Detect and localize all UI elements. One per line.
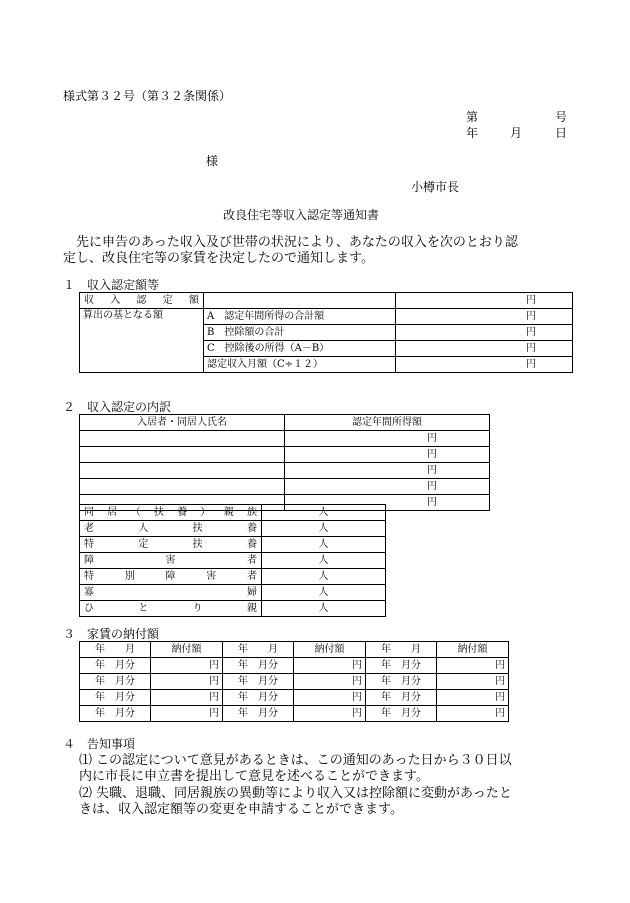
- ym-cell: 年 月分: [366, 706, 437, 722]
- income-blank: [204, 293, 396, 309]
- notice-1-line-1: この認定について意見があるときは、この通知のあった日から３０日以: [96, 753, 512, 768]
- basis-label: 算出の基となる額: [80, 309, 204, 373]
- table-row: [80, 601, 386, 617]
- yen-cell: 円: [437, 690, 509, 706]
- page-title: 改良住宅等収入認定等通知書: [223, 208, 380, 222]
- table-row: [80, 415, 490, 431]
- notice-2-line-1: 失職、退職、同居親族の異動等により収入又は控除額に変動があったと: [96, 786, 512, 801]
- notice-1-number: ⑴: [79, 753, 93, 768]
- item-a-yen: 円: [396, 309, 573, 325]
- item-b-yen: 円: [396, 325, 573, 341]
- item-c: C 控除後の所得（A－B）: [204, 341, 396, 357]
- table-row: [80, 479, 490, 495]
- yen-cell: 円: [151, 706, 223, 722]
- table-row: [80, 658, 509, 674]
- table-row: [80, 537, 386, 553]
- ym-cell: 年 月分: [366, 674, 437, 690]
- yen-cell: 円: [437, 706, 509, 722]
- notice-2-line-2: きは、収入認定額等の変更を申請することができます。: [79, 802, 403, 817]
- table-row: [80, 585, 386, 601]
- income-table: [79, 292, 573, 373]
- ym-cell: 年 月分: [223, 674, 294, 690]
- table-row: [80, 642, 509, 658]
- table-row: [80, 521, 386, 537]
- notice-1-line-2: 内に市長に申立書を提出して意見を述べることができます。: [79, 769, 429, 784]
- date-month: 月: [510, 126, 523, 140]
- family-label: 寡婦: [80, 585, 262, 601]
- intro-line-2: 定し、改良住宅等の家賃を決定したので通知します。: [63, 251, 374, 266]
- yen-cell: 円: [437, 658, 509, 674]
- col-ym-header: 年 月: [80, 642, 151, 658]
- income-cell: 円: [285, 495, 490, 511]
- doc-number-go: 号: [555, 110, 568, 124]
- rent-table: [79, 641, 509, 722]
- table-row: [80, 447, 490, 463]
- table-row: [80, 674, 509, 690]
- section2-heading: ２ 収入認定の内訳: [63, 400, 172, 414]
- date-day: 日: [555, 126, 568, 140]
- breakdown-table: [79, 414, 490, 511]
- name-cell: [80, 463, 285, 479]
- date-year: 年: [466, 126, 479, 140]
- name-cell: [80, 479, 285, 495]
- family-label: 老人扶養: [80, 521, 262, 537]
- family-label: 同居（扶養）親族: [80, 505, 262, 521]
- yen-cell: 円: [151, 658, 223, 674]
- person-unit: 人: [262, 585, 386, 601]
- income-label: 収入認定額: [80, 293, 204, 309]
- yen-cell: 円: [437, 674, 509, 690]
- yen-cell: 円: [294, 658, 366, 674]
- item-monthly: 認定収入月額（C÷１２）: [204, 357, 396, 373]
- name-cell: [80, 447, 285, 463]
- ym-cell: 年 月分: [223, 690, 294, 706]
- family-table: [79, 504, 386, 617]
- section3-heading: ３ 家賃の納付額: [63, 627, 160, 641]
- ym-cell: 年 月分: [223, 658, 294, 674]
- person-unit: 人: [262, 601, 386, 617]
- income-cell: 円: [285, 479, 490, 495]
- income-cell: 円: [285, 447, 490, 463]
- col-ym-header: 年 月: [223, 642, 294, 658]
- doc-number-dai: 第: [466, 110, 479, 124]
- person-unit: 人: [262, 521, 386, 537]
- income-cell: 円: [285, 463, 490, 479]
- col-ym-header: 年 月: [366, 642, 437, 658]
- item-b: B 控除額の合計: [204, 325, 396, 341]
- income-yen: 円: [396, 293, 573, 309]
- col-amount-header: 納付額: [437, 642, 509, 658]
- intro-line-1: 先に申告のあった収入及び世帯の状況により、あなたの収入を次のとおり認: [63, 235, 518, 250]
- family-label: 特定扶養: [80, 537, 262, 553]
- person-unit: 人: [262, 553, 386, 569]
- section4-heading: ４ 告知事項: [63, 737, 136, 751]
- table-row: [80, 293, 573, 309]
- notice-2-number: ⑵: [79, 786, 93, 801]
- section1-heading: １ 収入認定額等: [63, 278, 160, 292]
- yen-cell: 円: [294, 690, 366, 706]
- ym-cell: 年 月分: [80, 674, 151, 690]
- table-row: [80, 309, 573, 325]
- table-row: [80, 553, 386, 569]
- col-amount-header: 納付額: [294, 642, 366, 658]
- col-income-header: 認定年間所得額: [285, 415, 490, 431]
- table-row: [80, 690, 509, 706]
- family-label: 特別障害者: [80, 569, 262, 585]
- yen-cell: 円: [294, 706, 366, 722]
- yen-cell: 円: [294, 674, 366, 690]
- family-label: 障害者: [80, 553, 262, 569]
- yen-cell: 円: [151, 690, 223, 706]
- ym-cell: 年 月分: [80, 658, 151, 674]
- issuer: 小樽市長: [411, 180, 460, 194]
- addressee-suffix: 様: [206, 154, 219, 168]
- ym-cell: 年 月分: [80, 690, 151, 706]
- form-number: 様式第３２号（第３２条関係）: [63, 89, 232, 103]
- ym-cell: 年 月分: [223, 706, 294, 722]
- yen-cell: 円: [151, 674, 223, 690]
- col-name-header: 入居者・同居人氏名: [80, 415, 285, 431]
- col-amount-header: 納付額: [151, 642, 223, 658]
- ym-cell: 年 月分: [366, 690, 437, 706]
- item-a: A 認定年間所得の合計額: [204, 309, 396, 325]
- person-unit: 人: [262, 537, 386, 553]
- name-cell: [80, 431, 285, 447]
- table-row: [80, 431, 490, 447]
- ym-cell: 年 月分: [366, 658, 437, 674]
- person-unit: 人: [262, 505, 386, 521]
- table-row: [80, 569, 386, 585]
- income-cell: 円: [285, 431, 490, 447]
- table-row: [80, 463, 490, 479]
- table-row: [80, 706, 509, 722]
- table-row: [80, 505, 386, 521]
- item-c-yen: 円: [396, 341, 573, 357]
- ym-cell: 年 月分: [80, 706, 151, 722]
- item-monthly-yen: 円: [396, 357, 573, 373]
- family-label: ひとり親: [80, 601, 262, 617]
- person-unit: 人: [262, 569, 386, 585]
